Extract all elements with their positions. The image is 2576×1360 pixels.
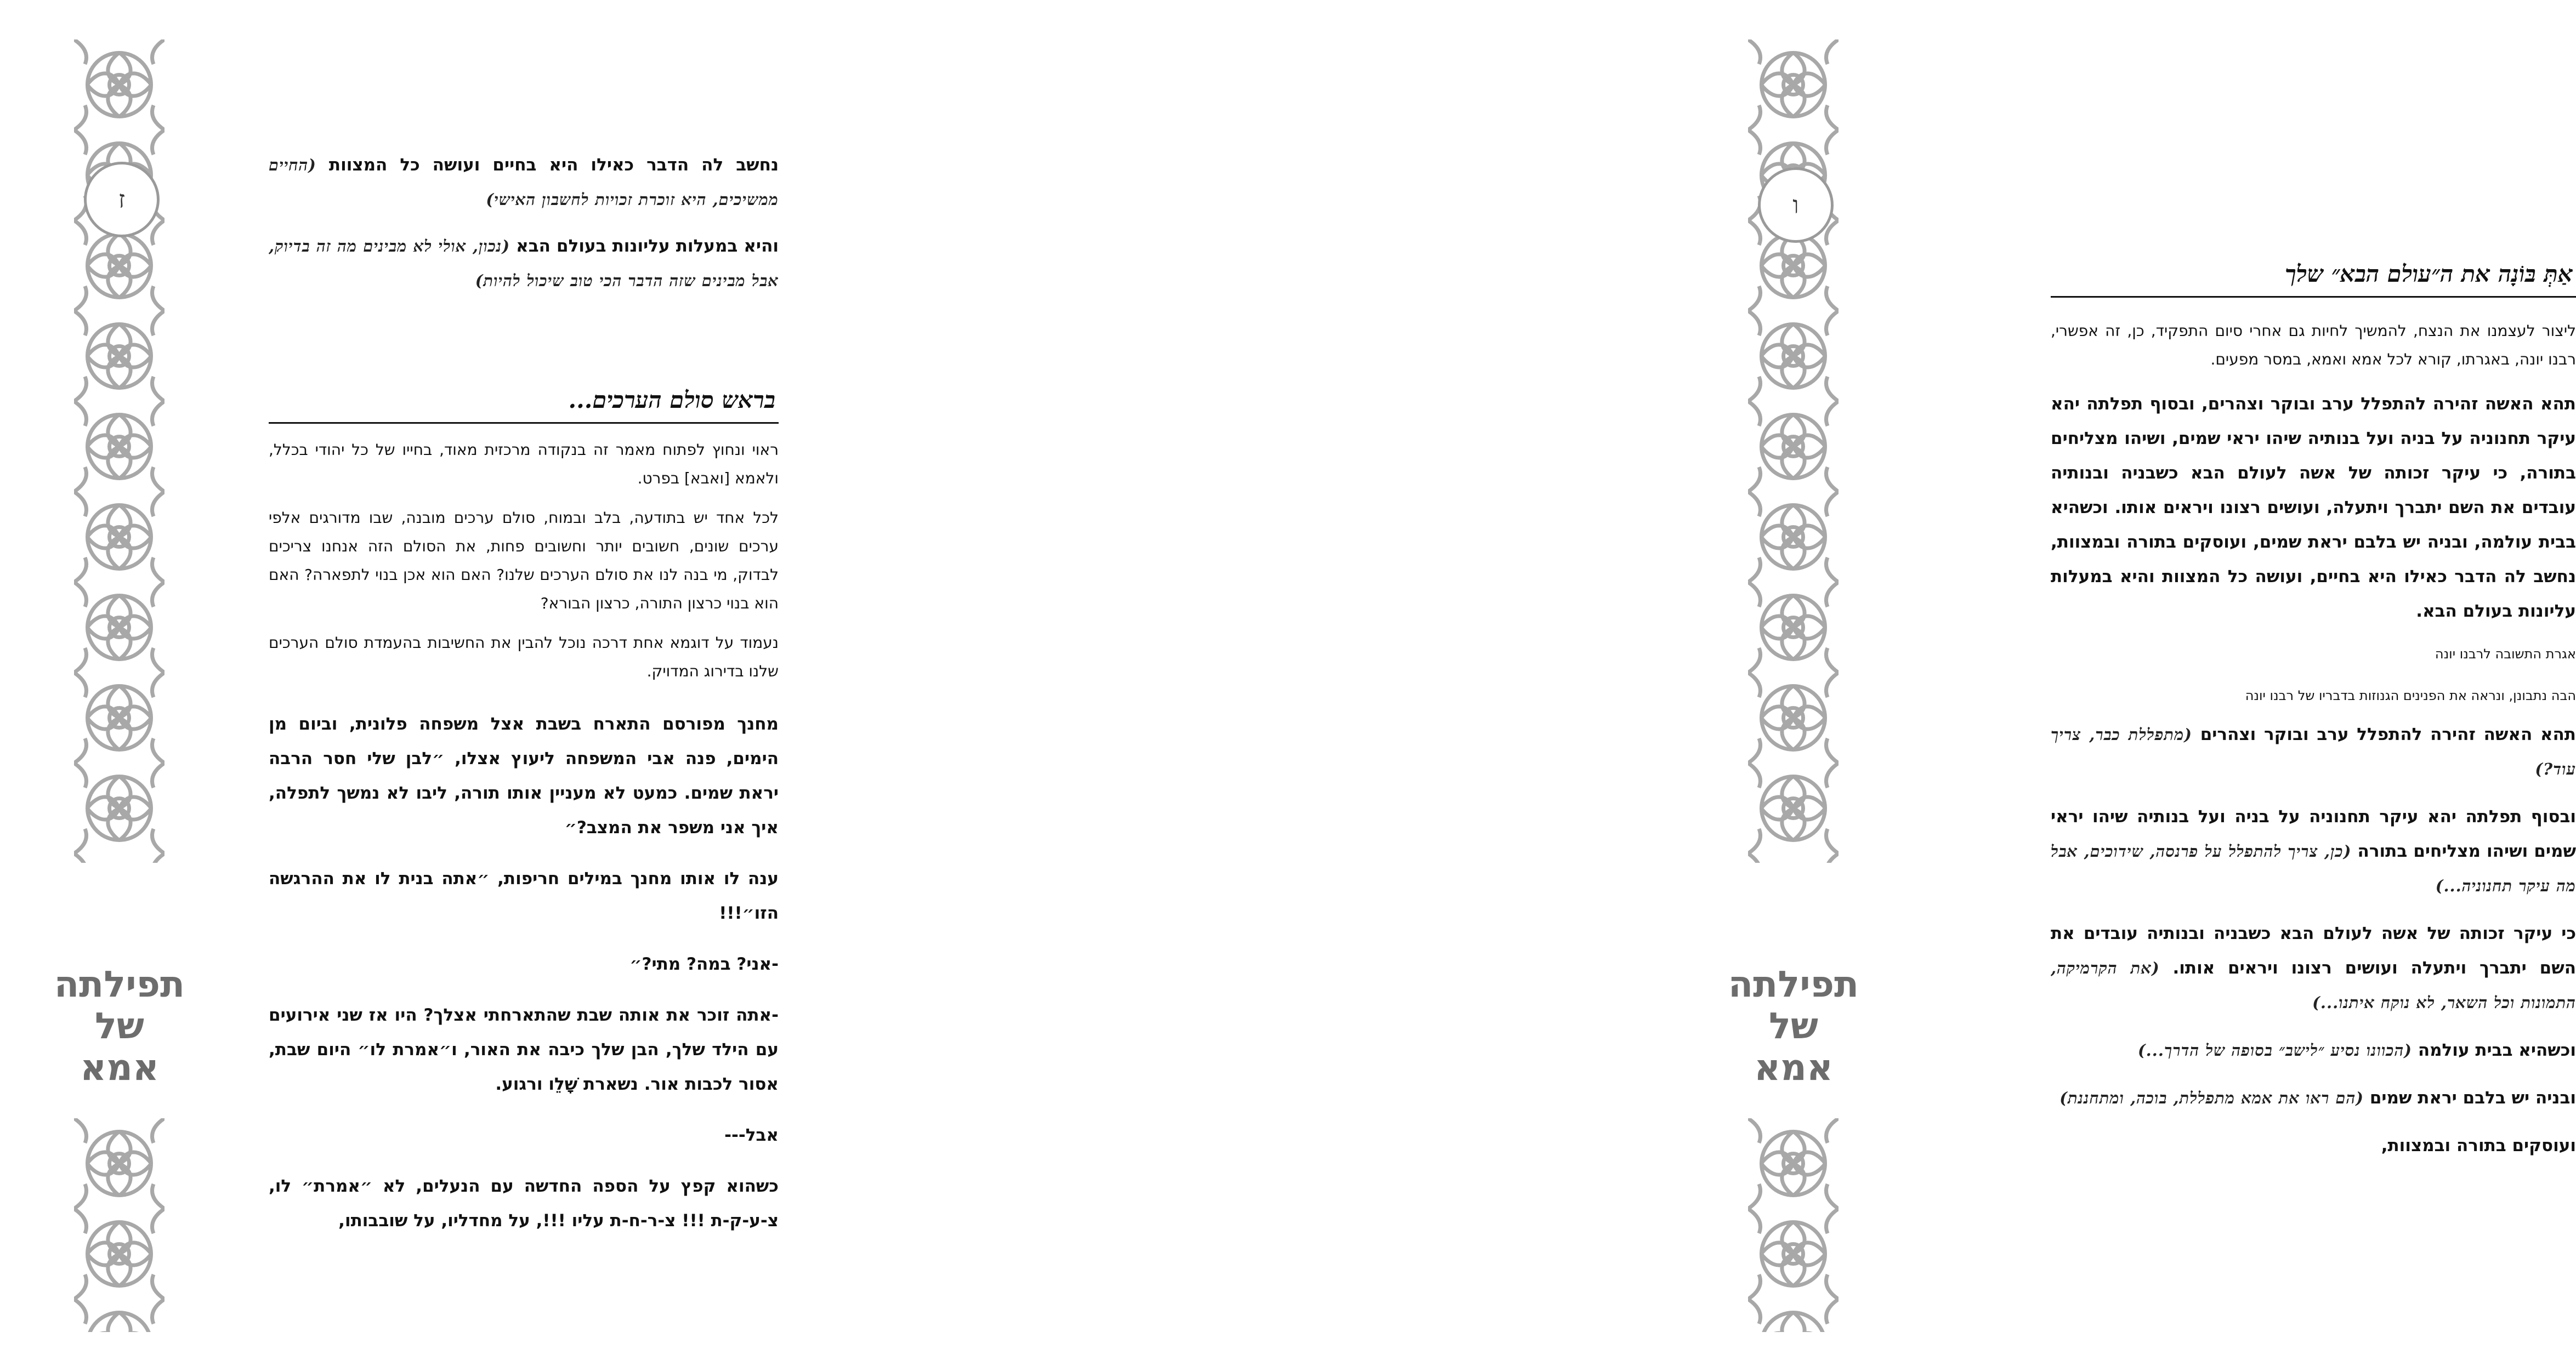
side-title — [48, 964, 191, 1089]
story-paragraph: מחנך מפורסם התארח בשבת אצל משפחה פלונית, וביום מן הימים, פנה אבי המשפחה ליעוץ אצלו, ״לבן שלי חסר הרבה יראת שמים. כמעט לא מעניין אותו תורה, ליבו לא נמשך לתפלה, איך אני משפר את המצב?״ — [269, 714, 779, 838]
section-title: בראש סולם הערכים... — [269, 384, 779, 424]
quote-text: תהא האשה זהירה להתפלל ערב ובוקר וצהרים — [2200, 725, 2576, 744]
annotated-paragraph — [2051, 1129, 2576, 1163]
ornament-pattern — [1748, 1118, 1839, 1332]
lead-paragraph: הבה נתבונן, ונראה את הפנינים הגנוזות בדבריו של רבנו יונה — [2245, 688, 2576, 703]
side-title-line: תפילתה — [1728, 963, 1859, 1005]
ornament-pattern — [1748, 39, 1839, 863]
side-title-line: אמא — [80, 1046, 159, 1089]
handwritten-note: (נכון, אולי לא מבינים מה זה בדיוק, אבל מבינים שזה הדבר הכי טוב שיכול להיות) — [269, 237, 779, 290]
story-paragraph: -אתה זוכר את אותה שבת שהתארחתי אצלך? היו אז שני אירועים עם הילד שלך, הבן שלך כיבה את האור, ו״אמרת לו״ היום שבת, אסור לכבות אור. נשארת שָׁלֵו ורגוע. — [269, 1005, 779, 1094]
side-title — [1722, 964, 1865, 1089]
page-letter: ז — [118, 185, 126, 214]
handwritten-note: (הכוונו נסיע ״לישב״ בסופה של הדרך...) — [2137, 1041, 2413, 1060]
paragraph: ראוי ונחוץ לפתוח מאמר זה בנקודה מרכזית מאוד, בחייו של כל יהודי בכלל, ולאמא [ואבא] בפרט. — [269, 441, 779, 487]
annotated-paragraph — [269, 148, 779, 217]
left-intro — [269, 436, 779, 686]
ornament-band-bottom — [74, 1118, 164, 1332]
side-title-line: אמא — [1754, 1046, 1833, 1089]
annotated-paragraph — [2051, 800, 2576, 903]
ornament-pattern — [74, 1118, 164, 1332]
annotated-paragraph — [2051, 718, 2576, 787]
side-title-line: של — [1769, 1005, 1818, 1047]
left-page — [0, 0, 962, 1360]
paragraph: לכל אחד יש בתודעה, בלב ובמוח, סולם ערכים מובנה, שבו מדורגים אלפי ערכים שונים, חשובים יותר וחשובים פחות, את הסולם הזה אנחנו צריכים לבדוק, מי בנה לנו את סולם הערכים שלנו? האם הוא אכן בנוי לתפארה? האם הוא בנוי כרצון התורה, כרצון הבורא? — [269, 509, 779, 612]
side-title-line: של — [95, 1005, 144, 1047]
right-body — [2051, 317, 2576, 1163]
source-citation: אגרת התשובה לרבנו יונה — [2435, 646, 2576, 662]
right-page — [962, 0, 2576, 1360]
quote-text: נחשב לה הדבר כאילו היא בחיים ועושה כל המצוות — [328, 155, 779, 175]
section-title: אַתְּ בּוֹנָה את ה״עולם הבא״ שלך — [2051, 258, 2576, 298]
annotated-paragraph — [269, 229, 779, 298]
handwritten-note: (החיים ממשיכים, היא זוכרת זכויות לחשבון האישי) — [269, 156, 779, 209]
quote-text: והיא במעלות עליונות בעולם הבא — [516, 236, 779, 256]
handwritten-note: (מתפללת כבר, צריך עוד?) — [2051, 725, 2576, 778]
annotated-paragraph — [2051, 1033, 2576, 1068]
paragraph: נעמוד על דוגמא אחת דרכה נוכל להבין את החשיבות בהעמדת סולם הערכים שלנו בדירוג המדויק. — [269, 634, 779, 680]
right-section — [2051, 258, 2576, 298]
quote-text: כי עיקר זכותה של אשה לעולם הבא כשבניה ובנותיה עובדים את השם יתברך ויתעלה ועושים רצונו ויראים אותו. — [2051, 924, 2576, 978]
quote-text: ועוסקים בתורה ובמצוות, — [2381, 1136, 2576, 1156]
annotated-paragraph — [2051, 917, 2576, 1020]
side-title-line: תפילתה — [54, 963, 185, 1005]
story-paragraph: אבל--- — [724, 1125, 779, 1145]
page-number-badge — [84, 162, 160, 237]
intro-paragraph: ליצור לעצמנו את הנצח, להמשיך לחיות גם אחרי סיום התפקיד, כן, זה אפשרי, רבנו יונה, באגרתו, קורא לכל אמא ואמא, במסר מפעים. — [2051, 322, 2576, 368]
story-paragraph: ענה לו אותו מחנך במילים חריפות, ״אתה בנית לו את ההרגשה הזו״!!! — [269, 869, 779, 923]
annotated-paragraph — [2051, 1081, 2576, 1116]
page-letter: ו — [1792, 191, 1799, 219]
main-quote: תהא האשה זהירה להתפלל ערב ובוקר וצהרים, ובסוף תפלתה יהא עיקר תחנוניה על בניה ועל בנותיה שיהו יראי שמים, ושיהו מצליחים בתורה, כי עיקר זכותה של אשה לעולם הבא כשבניה ובנותיה עובדים את השם יתברך ויתעלה, ועושים רצונו ויראים אותו. וכשהיא בבית עולמה, ובניה יש בלבם יראת שמים, ועוסקים בתורה ובמצוות, נחשב לה הדבר כאילו היא בחיים, ועושה כל המצוות והיא במעלות עליונות בעולם הבא. — [2051, 394, 2576, 621]
page-number-badge — [1758, 167, 1834, 243]
story-paragraph: -אני? במה? מתי?״ — [629, 954, 779, 974]
ornament-band-top — [1748, 39, 1839, 863]
left-top-text — [269, 148, 779, 298]
story-paragraph: כשהוא קפץ על הספה החדשה עם הנעלים, לא ״אמרת״ לו, צ-ע-ק-ת !!! צ-ר-ח-ת עליו !!!, על מחדליו, על שובבותו, — [269, 1176, 779, 1231]
quote-text: ובניה יש בלבם יראת שמים — [2369, 1088, 2576, 1108]
handwritten-note: (הם ראו את אמא מתפללת, בוכה, ומתחננת) — [2059, 1089, 2364, 1107]
handwritten-note: (כן, צריך להתפלל על פרנסה, שידוכים, אבל מה עיקר תחנוניה...) — [2051, 842, 2576, 895]
quote-text: וכשהיא בבית עולמה — [2418, 1040, 2576, 1060]
left-story — [269, 707, 779, 1238]
handwritten-note: (את הקרמיקה, התמונות וכל השאר, לא נוקח איתנו...) — [2051, 959, 2576, 1012]
quote-text: ובסוף תפלתה יהא עיקר תחנוניה על בניה ועל בנותיה שיהו יראי שמים ושיהו מצליחים בתורה — [2051, 807, 2576, 861]
left-section — [269, 384, 779, 424]
ornament-band-bottom — [1748, 1118, 1839, 1332]
